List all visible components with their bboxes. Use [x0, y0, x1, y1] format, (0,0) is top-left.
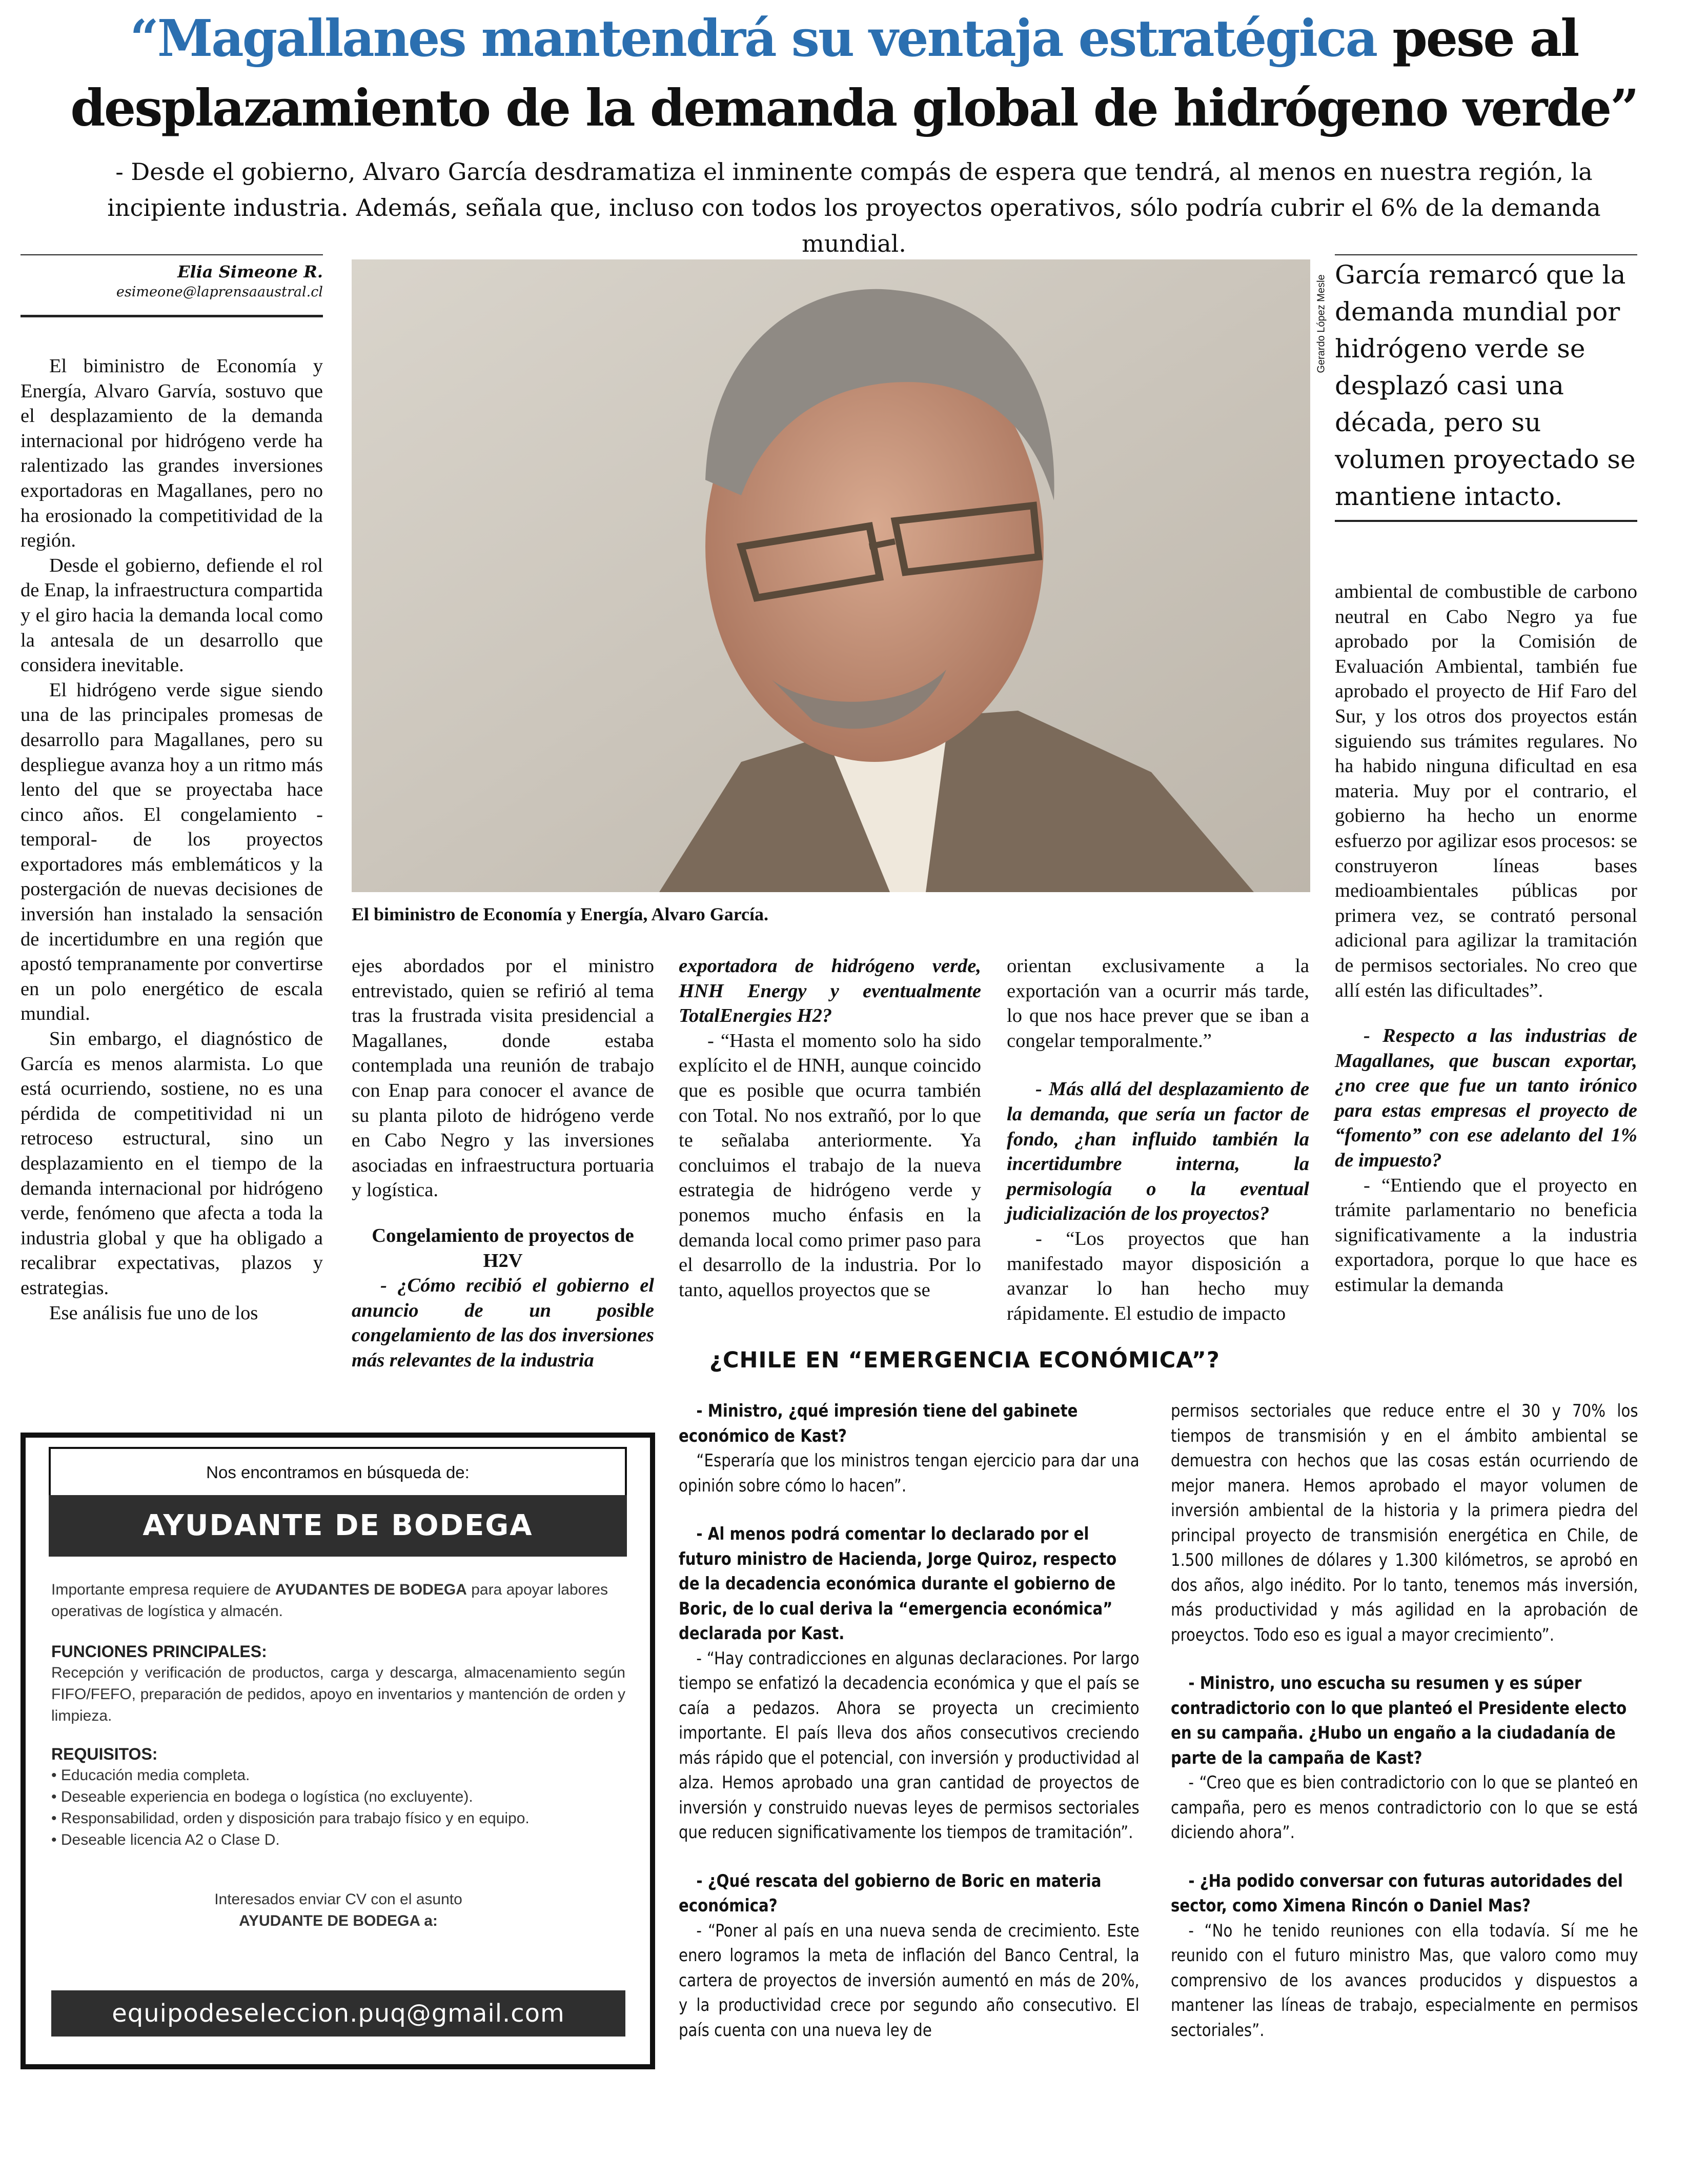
answer: - “Hay contradicciones en algunas declaraciones. Por largo tiempo se enfatizó la decadencia económica y que el país se caía a pedazos. Ahora se proyecta un crecimiento importante. El país lleva dos años consecutivos creciendo más rápido que el potencial, con inversión y productividad al alza. Hemos aprobado una gran cantidad de proyectos de inversión y construido nuevas leyes de permisos sectoriales que reducen significativamente los tiempos de tramitación”. — [679, 1648, 1140, 1843]
section-heading: ¿CHILE EN “EMERGENCIA ECONÓMICA”? — [709, 1347, 1220, 1373]
answer: - “No he tenido reuniones con ella todavía. Sí me he reunido con el futuro ministro Mas, que valoro como muy comprensivo de los avances producidos y dispuestos a mantener las líneas de trabajo, especialmente en permisos sectoriales”. — [1171, 1920, 1638, 2041]
headline — [31, 4, 1677, 144]
ad-contact-subject: AYUDANTE DE BODEGA a: — [239, 1912, 438, 1929]
question: exportadora de hidrógeno verde, HNH Energy y eventualmente TotalEnergies H2? — [679, 955, 981, 1027]
paragraph: El hidrógeno verde sigue siendo una de las principales promesas de desarrollo para Magallanes, pero su despliegue avanza hoy a un ritmo más lento del que se proyectaba hace cinco años. El congelamiento -temporal- de los proyectos exportadores más emblemáticos y la postergación de nuevas decisiones de inversión han instalado la sensación de incertidumbre en una región que apostó tempranamente por convertirse en un polo energético de escala mundial. — [21, 679, 323, 1025]
section-right-column — [1171, 1399, 1638, 2043]
byline-name: Elia Simeone R. — [177, 262, 323, 281]
column-2 — [352, 954, 654, 1373]
photo — [352, 259, 1310, 892]
question: - Más allá del desplazamiento de la demanda, que sería un factor de fondo, ¿han influido también la incertidumbre interna, la permisología o la eventual judicialización de los proyectos? — [1007, 1078, 1309, 1225]
answer: - “Creo que es bien contradictorio con lo que se planteó en campaña, pero es menos contradictorio con lo que se está diciendo ahora”. — [1171, 1772, 1638, 1843]
ad-functions-text: Recepción y verificación de productos, carga y descarga, almacenamiento según FIFO/FEFO, preparación de pedidos, apoyo en inventarios y mantención de orden y limpieza. — [51, 1664, 625, 1724]
answer: orientan exclusivamente a la exportación van a ocurrir más tarde, lo que nos hace prever que se iban a congelar temporalmente.” — [1007, 955, 1309, 1052]
ad-intro — [51, 1579, 625, 1622]
job-advertisement — [21, 1433, 655, 2069]
top-rule-right — [1335, 254, 1637, 255]
column-4 — [1007, 954, 1309, 1326]
list-item: • Deseable licencia A2 o Clase D. — [51, 1829, 625, 1851]
subhead: Congelamiento de proyectos de H2V — [372, 1224, 634, 1272]
column-1 — [21, 354, 323, 1325]
ad-title: AYUDANTE DE BODEGA — [49, 1495, 627, 1557]
photo-credit — [1311, 261, 1330, 395]
byline-rule — [21, 315, 323, 317]
ad-intro-text: Importante empresa requiere de — [51, 1581, 275, 1598]
paragraph: El biministro de Economía y Energía, Alvaro Garvía, sostuvo que el desplazamiento de la demanda internacional por hidrógeno verde ha ralentizado las grandes inversiones exportadoras en Magallanes, pero no ha erosionado la competitividad de la región. — [21, 355, 323, 552]
headline-line-2: desplazamiento de la demanda global de hidrógeno verde” — [70, 79, 1638, 138]
answer: “Esperaría que los ministros tengan ejercicio para dar una opinión sobre cómo lo hacen”. — [679, 1450, 1140, 1496]
deck-subtitle: - Desde el gobierno, Alvaro García desdramatiza el inminente compás de espera que tendrá, al menos en nuestra región, la incipiente industria. Además, señala que, incluso con todos los proyectos operativos, sólo podría cubrir el 6% de la demanda mundial. — [107, 158, 1601, 257]
ad-header: Nos encontramos en búsqueda de: — [49, 1447, 627, 1498]
list-item: • Educación media completa. — [51, 1765, 625, 1786]
photo-caption: El biministro de Economía y Energía, Alvaro García. — [352, 904, 769, 924]
column-5 — [1335, 579, 1637, 1298]
answer: - “Poner al país en una nueva senda de crecimiento. Este enero logramos la meta de inflación del Banco Central, la cartera de proyectos de inversión aumentó en más de 20%, y la productividad crece por segundo año consecutivo. El país cuenta con una nueva ley de — [679, 1920, 1140, 2041]
byline-email: esimeone@laprensaaustral.cl — [116, 284, 323, 300]
question: - Ministro, uno escucha su resumen y es súper contradictorio con lo que planteó el Presidente electo en su campaña. ¿Hubo un engaño a la ciudadanía de parte de la campaña de Kast? — [1171, 1673, 1627, 1768]
ad-functions-title: FUNCIONES PRINCIPALES: — [51, 1642, 267, 1661]
question: - Al menos podrá comentar lo declarado por el futuro ministro de Hacienda, Jorge Quiroz, respecto de la decadencia económica durante el gobierno de Boric, de lo cual deriva la “emergencia económica” declarada por Kast. — [679, 1524, 1117, 1644]
byline — [21, 261, 323, 303]
pull-quote-rule — [1335, 520, 1637, 522]
question: - ¿Ha podido conversar con futuras autoridades del sector, como Ximena Rincón o Daniel Mas? — [1171, 1870, 1623, 1916]
answer: ambiental de combustible de carbono neutral en Cabo Negro ya fue aprobado por la Comisión de Evaluación Ambiental, también fue aprobado el proyecto de Hif Faro del Sur, y los otros dos proyectos están siguiendo sus trámites regulares. No ha habido ninguna dificultad en esa materia. Muy por el contrario, el gobierno ha hecho un enorme esfuerzo por agilizar esos procesos: se construyeron líneas bases medioambientales públicas por primera vez, se contrató personal adicional para agilizar la tramitación de permisos sectoriales. No creo que allí estén las dificultades”. — [1335, 581, 1637, 1001]
ad-requirements-list — [51, 1765, 625, 1851]
paragraph: Desde el gobierno, defiende el rol de Enap, la infraestructura compartida y el giro hacia la demanda local como la antesala de un desarrollo que considera inevitable. — [21, 554, 323, 676]
photo-credit-text: Gerardo López Mesle — [1315, 274, 1327, 373]
ad-contact — [51, 1889, 625, 1932]
ad-requirements-title: REQUISITOS: — [51, 1745, 158, 1763]
headline-blue-part: “Magallanes mantendrá su ventaja estratégica — [130, 9, 1377, 68]
column-3 — [679, 954, 981, 1302]
ad-contact-line: Interesados enviar CV con el asunto — [214, 1891, 462, 1908]
paragraph: ejes abordados por el ministro entrevistado, quien se refirió al tema tras la frustrada visita presidencial a Magallanes, donde estaba contemplada una reunión de trabajo con Enap para conocer el avance de su planta piloto de hidrógeno verde en Cabo Negro y las inversiones asociadas en infraestructura portuaria y logística. — [352, 955, 654, 1201]
ad-intro-text-end: para apoyar labores operativas de logística y almacén. — [51, 1581, 608, 1620]
question: - Respecto a las industrias de Magallanes, que buscan exportar, ¿no cree que fue un tanto irónico para estas empresas el proyecto de “fomento” con ese adelanto del 1% de impuesto? — [1335, 1025, 1637, 1172]
ad-functions — [51, 1641, 625, 1727]
question: - Ministro, ¿qué impresión tiene del gabinete económico de Kast? — [679, 1401, 1078, 1446]
pull-quote: García remarcó que la demanda mundial por hidrógeno verde se desplazó casi una década, pero su volumen proyectado se mantiene intacto. — [1335, 260, 1636, 511]
answer: - “Hasta el momento solo ha sido explícito el de HNH, aunque coincido que es posible que ocurra también con Total. No nos extrañó, por lo que te señalaba anteriormente. Ya concluimos el trabajo de la nueva estrategia de hidrógeno verde y ponemos mucho énfasis en la demanda local como primer paso para el desarrollo de la industria. Por lo tanto, aquellos proyectos que se — [679, 1030, 981, 1301]
ad-requirements — [51, 1743, 625, 1851]
question: - ¿Cómo recibió el gobierno el anuncio de un posible congelamiento de las dos inversiones más relevantes de la industria — [352, 1275, 654, 1371]
answer: permisos sectoriales que reduce entre el 30 y 70% los tiempos de transmisión y en el ámbito ambiental se demuestra con hechos que las cosas están ocurriendo de mejor manera. Hemos aprobado el mayor volumen de inversión ambiental de la historia y la primera piedra del principal proyecto de transmisión energética en Chile, de 1.500 millones de dólares y 1.300 kilómetros, se aprobó en dos años, algo inédito. Por lo tanto, tenemos más inversión, más productividad y más agilidad en la aprobación de proeyctos. Todo eso es igual a mayor crecimiento”. — [1171, 1401, 1638, 1645]
ad-intro-bold: AYUDANTES DE BODEGA — [275, 1581, 467, 1598]
answer: - “Los proyectos que han manifestado mayor disposición a avanzar lo han hecho muy rápidamente. El estudio de impacto — [1007, 1227, 1309, 1324]
paragraph: Sin embargo, el diagnóstico de García es menos alarmista. Lo que está ocurriendo, sostiene, no es una pérdida de competitividad ni un retroceso estructural, sino un desplazamiento en el tiempo de la demanda internacional por hidrógeno verde, fenómeno que afecta a toda la industria global y que ha obligado a recalibrar expectativas, plazos y estrategias. — [21, 1028, 323, 1299]
headline-black-part: pese al — [1392, 9, 1578, 68]
list-item: • Deseable experiencia en bodega o logística (no excluyente). — [51, 1786, 625, 1808]
answer: - “Entiendo que el proyecto en trámite parlamentario no beneficia significativamente a la industria exportadora, porque lo que hace es estimular la demanda — [1335, 1174, 1637, 1296]
top-rule-left — [21, 254, 323, 255]
question: - ¿Qué rescata del gobierno de Boric en materia económica? — [679, 1870, 1102, 1916]
list-item: • Responsabilidad, orden y disposición para trabajo físico y en equipo. — [51, 1808, 625, 1829]
section-left-column — [679, 1399, 1140, 2043]
paragraph: Ese análisis fue uno de los — [49, 1302, 258, 1324]
ad-email[interactable]: equipodeseleccion.puq@gmail.com — [51, 1990, 625, 2037]
portrait-illustration — [352, 259, 1310, 892]
